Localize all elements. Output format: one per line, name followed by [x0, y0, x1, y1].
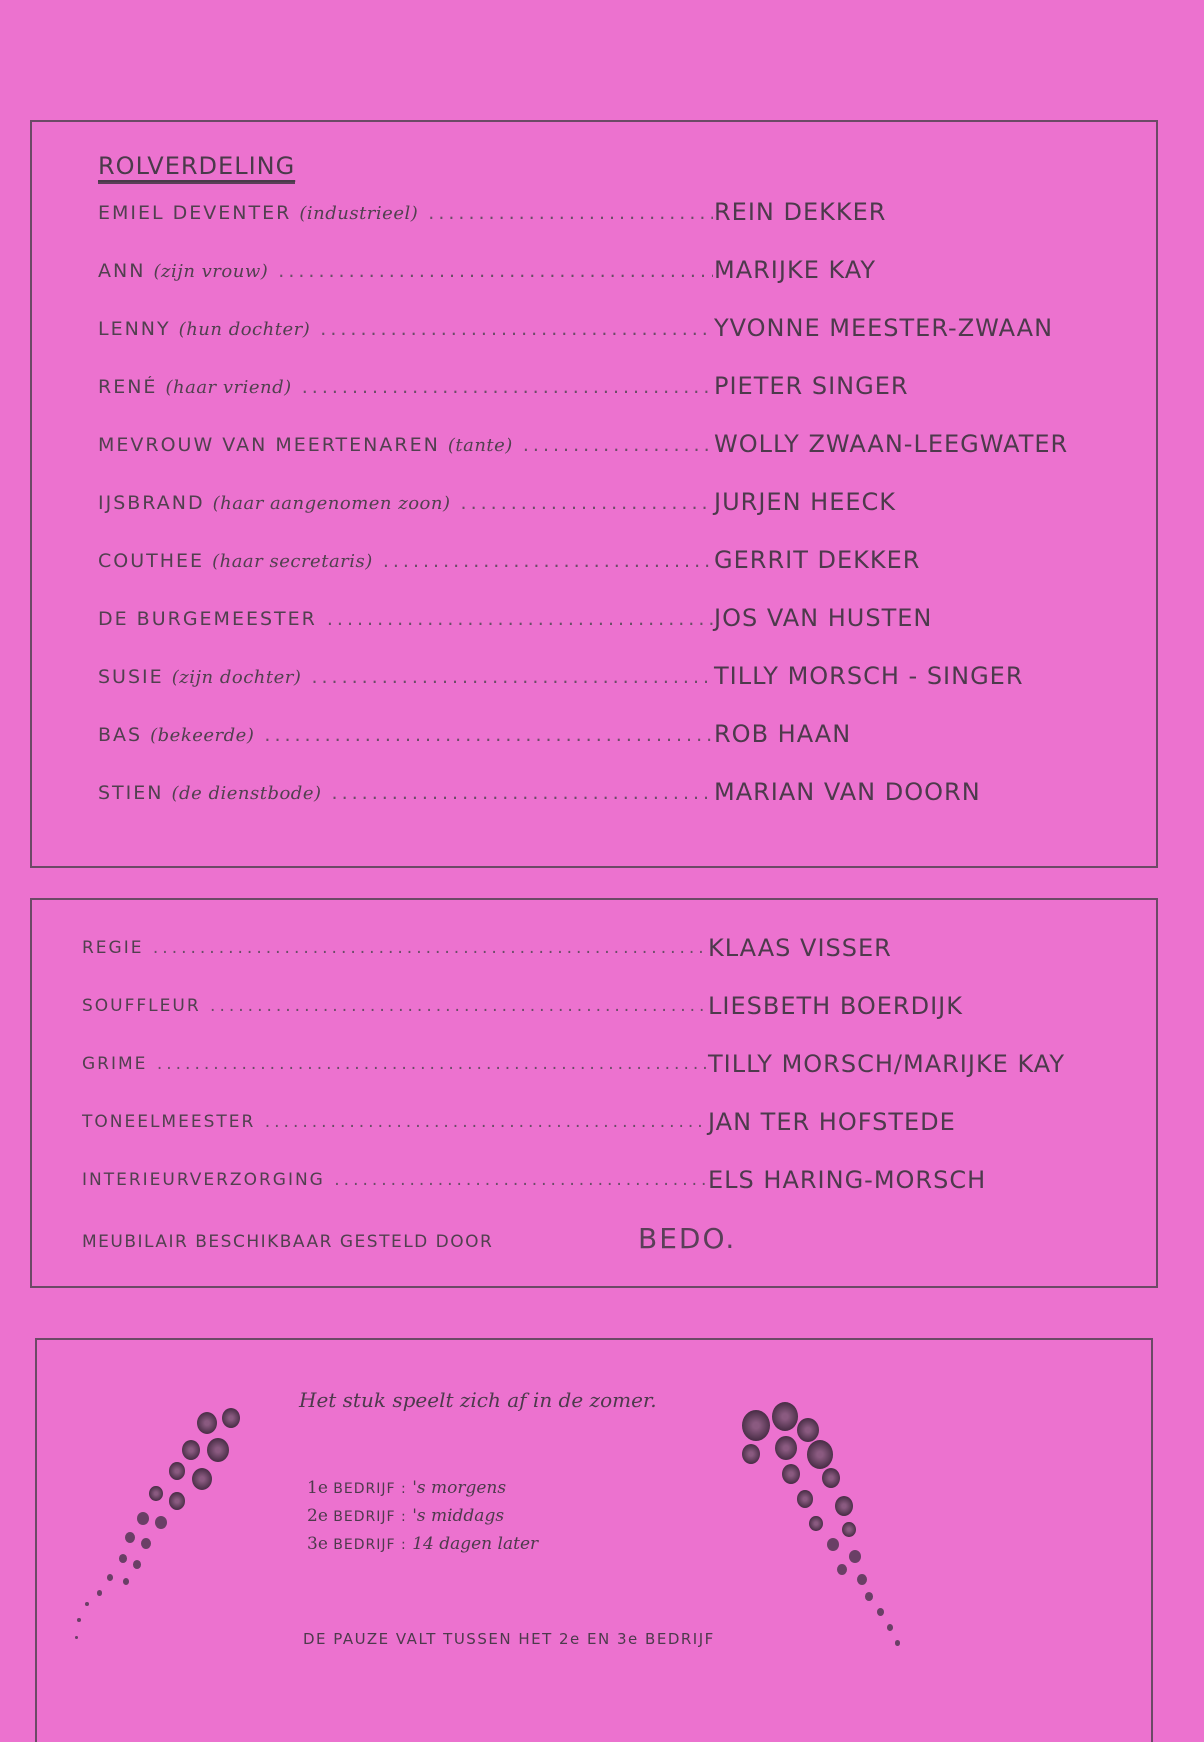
decorative-dot [85, 1602, 89, 1606]
decorative-dot [133, 1560, 141, 1569]
decorative-dot [155, 1516, 167, 1529]
decorative-dot [837, 1564, 847, 1575]
actor-name: PIETER SINGER [714, 372, 909, 400]
actor-name: WOLLY ZWAAN-LEEGWATER [714, 430, 1069, 458]
role-label: EMIEL DEVENTER [98, 202, 300, 224]
crew-role [82, 1054, 707, 1074]
decorative-dot [782, 1464, 800, 1484]
role-label: DE BURGEMEESTER [98, 608, 317, 630]
role-label: SUSIE [98, 666, 172, 688]
role-note: (industrieel) [299, 203, 419, 224]
decorative-dot [827, 1538, 839, 1551]
crew-name: ELS HARING-MORSCH [708, 1166, 987, 1194]
crew-row [82, 1162, 1082, 1202]
role-name [98, 376, 713, 398]
act-line [307, 1534, 538, 1554]
decorative-dot [75, 1636, 78, 1639]
decorative-dot [822, 1468, 840, 1488]
decorative-dot [141, 1538, 151, 1549]
decorative-dot [895, 1640, 900, 1646]
crew-role-label: SOUFFLEUR [82, 996, 201, 1016]
role-note: (hun dochter) [178, 319, 311, 340]
crew-row [82, 930, 1082, 970]
decorative-dot [107, 1574, 113, 1581]
role-label: ANN [98, 260, 154, 282]
cast-title: ROLVERDELING [98, 152, 295, 184]
actor-name: MARIAN VAN DOORN [714, 778, 981, 806]
act-time: 's middags [412, 1506, 505, 1526]
role-name [98, 492, 713, 514]
cast-row [98, 774, 1098, 814]
decorative-dot [125, 1532, 135, 1543]
crew-role [82, 938, 707, 958]
role-note: (zijn vrouw) [153, 261, 269, 282]
decorative-dot [197, 1412, 217, 1434]
actor-name: TILLY MORSCH - SINGER [714, 662, 1024, 690]
decorative-dot [119, 1554, 127, 1563]
decorative-dot [797, 1490, 813, 1508]
crew-name: LIESBETH BOERDIJK [708, 992, 963, 1020]
decorative-dot [222, 1408, 240, 1428]
actor-name: ROB HAAN [714, 720, 852, 748]
act-label: BEDRIJF : [333, 1537, 413, 1553]
role-note: (de dienstbode) [171, 783, 322, 804]
role-name [98, 608, 713, 630]
role-label: IJSBRAND [98, 492, 213, 514]
crew-name: JAN TER HOFSTEDE [708, 1108, 956, 1136]
role-note: (haar vriend) [165, 377, 292, 398]
act-label: BEDRIJF : [333, 1481, 413, 1497]
decorative-dot [192, 1468, 212, 1490]
role-name [98, 666, 713, 688]
crew-name: KLAAS VISSER [708, 934, 892, 962]
decorative-dot [842, 1522, 856, 1537]
decorative-dot [207, 1438, 229, 1462]
crew-role-label: INTERIEURVERZORGING [82, 1170, 325, 1190]
act-label: BEDRIJF : [333, 1509, 413, 1525]
decorative-dot [77, 1618, 81, 1622]
role-name [98, 724, 713, 746]
crew-role-label: TONEELMEESTER [82, 1112, 256, 1132]
actor-name: REIN DEKKER [714, 198, 887, 226]
role-note: (zijn dochter) [171, 667, 302, 688]
info-box [35, 1338, 1153, 1742]
role-name [98, 260, 713, 282]
crew-role-label: REGIE [82, 938, 144, 958]
decorative-dot [149, 1486, 163, 1501]
role-label: BAS [98, 724, 151, 746]
act-number: 3e [307, 1534, 328, 1554]
actor-name: MARIJKE KAY [714, 256, 877, 284]
decorative-dot [742, 1444, 760, 1464]
decorative-dot [742, 1410, 770, 1441]
act-time: 's morgens [412, 1478, 507, 1498]
decorative-dot [865, 1592, 873, 1601]
cast-row [98, 426, 1098, 466]
crew-role [82, 1112, 707, 1132]
decorative-dot [877, 1608, 884, 1616]
decorative-dot [809, 1516, 823, 1531]
role-label: COUTHEE [98, 550, 213, 572]
crew-role-label: GRIME [82, 1054, 148, 1074]
cast-list-box [30, 120, 1158, 868]
setting-text: Het stuk speelt zich af in de zomer. [299, 1388, 657, 1412]
cast-row [98, 194, 1098, 234]
decorative-dot [169, 1462, 185, 1480]
decorative-dot [849, 1550, 861, 1563]
act-line [307, 1506, 504, 1526]
act-number: 2e [307, 1506, 328, 1526]
cast-row [98, 484, 1098, 524]
role-note: (tante) [447, 435, 513, 456]
actor-name: GERRIT DEKKER [714, 546, 921, 574]
act-number: 1e [307, 1478, 328, 1498]
role-name [98, 550, 713, 572]
decorative-dot [123, 1578, 129, 1585]
crew-role [82, 1170, 707, 1190]
decorative-dot [775, 1436, 797, 1460]
decorative-dot [169, 1492, 185, 1510]
pause-text: DE PAUZE VALT TUSSEN HET 2e EN 3e BEDRIJF [303, 1630, 715, 1648]
cast-row [98, 658, 1098, 698]
role-note: (haar aangenomen zoon) [212, 493, 451, 514]
cast-row [98, 368, 1098, 408]
cast-row [98, 600, 1098, 640]
decorative-dot [857, 1574, 867, 1585]
crew-row [82, 988, 1082, 1028]
cast-row [98, 716, 1098, 756]
furniture-label: MEUBILAIR BESCHIKBAAR GESTELD DOOR [82, 1232, 494, 1252]
role-label: LENNY [98, 318, 179, 340]
decorative-dot [807, 1440, 833, 1469]
role-note: (bekeerde) [150, 725, 255, 746]
decorative-dot [97, 1590, 102, 1596]
decorative-dot [797, 1418, 819, 1442]
decorative-dot [137, 1512, 149, 1525]
cast-row [98, 310, 1098, 350]
crew-row [82, 1104, 1082, 1144]
cast-row [98, 542, 1098, 582]
actor-name: JURJEN HEECK [714, 488, 897, 516]
role-label: STIEN [98, 782, 172, 804]
role-note: (haar secretaris) [212, 551, 373, 572]
cast-row [98, 252, 1098, 292]
crew-row [82, 1046, 1082, 1086]
act-time: 14 dagen later [412, 1534, 539, 1554]
role-name [98, 434, 713, 456]
role-label: MEVROUW VAN MEERTENAREN [98, 434, 448, 456]
furniture-value: BEDO. [638, 1222, 737, 1255]
role-label: RENÉ [98, 376, 166, 398]
role-name [98, 318, 713, 340]
role-name [98, 782, 713, 804]
crew-list-box [30, 898, 1158, 1288]
decorative-dot [182, 1440, 200, 1460]
decorative-dot [772, 1402, 798, 1431]
crew-role [82, 996, 707, 1016]
role-name [98, 202, 713, 224]
actor-name: JOS VAN HUSTEN [714, 604, 933, 632]
actor-name: YVONNE MEESTER-ZWAAN [714, 314, 1054, 342]
decorative-dot [887, 1624, 893, 1631]
act-line [307, 1478, 506, 1498]
crew-name: TILLY MORSCH/MARIJKE KAY [708, 1050, 1065, 1078]
decorative-dot [835, 1496, 853, 1516]
